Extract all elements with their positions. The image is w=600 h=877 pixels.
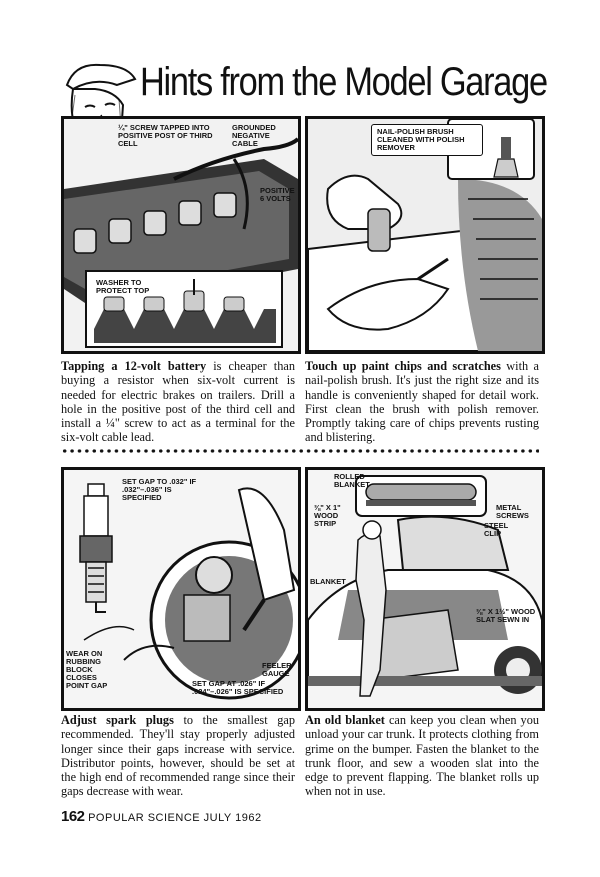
- paint-illustration-panel: [305, 116, 545, 354]
- label-wood-strip: ⅜" X 1" WOOD STRIP: [314, 503, 341, 528]
- label-steel-clip: STEEL CLIP: [484, 521, 509, 538]
- blanket-caption: [305, 713, 539, 799]
- spark-caption-lead: Adjust spark plugs: [61, 713, 174, 727]
- label-feeler-gauge: FEELER GAUGE: [262, 661, 292, 678]
- spark-plug-illustration-panel: [61, 467, 301, 711]
- page-title: Hints from the Model Garage: [140, 60, 547, 104]
- label-rolled-blanket: ROLLED BLANKET: [334, 472, 370, 489]
- paint-caption-body: with a nail-polish brush. It's just the right size and its handle is conveniently shaped for detail work. First clean the brush with polish remover. Promptly taking care of chips prevents rusting and blistering.: [305, 359, 539, 445]
- paint-caption-lead: Touch up paint chips and scratches: [305, 359, 501, 373]
- label-washer: WASHER TO PROTECT TOP: [96, 278, 150, 295]
- battery-illustration-panel: [61, 116, 301, 354]
- label-blanket: BLANKET: [310, 577, 346, 586]
- label-set-gap-026: SET GAP AT .026" IF .024"–.026" IS SPECIFIED: [192, 679, 284, 696]
- label-wood-slat: ⅜" X 1½" WOOD SLAT SEWN IN: [476, 607, 536, 624]
- page-footer: [61, 808, 262, 825]
- label-positive-volts: POSITIVE 6 VOLTS: [260, 186, 295, 203]
- label-grounded-cable: GROUNDED NEGATIVE CABLE: [232, 123, 276, 148]
- page-number: 162: [61, 808, 85, 825]
- spark-caption-body: to the smallest gap recommended. They'll stay properly adjusted longer since their gaps increase with service. Distributor points, however, should be set at the high end of recommended range since their gaps decrease with wear.: [61, 713, 295, 799]
- label-nail-polish-brush: NAIL-POLISH BRUSH CLEANED WITH POLISH REMOVER: [371, 124, 483, 156]
- label-metal-screws: METAL SCREWS: [496, 503, 529, 520]
- blanket-caption-lead: An old blanket: [305, 713, 385, 727]
- label-set-gap-032: SET GAP TO .032" IF .032"–.036" IS SPECIFIED: [122, 477, 197, 502]
- blanket-caption-body: can keep you clean when you unload your car trunk. It protects clothing from grime on the bumper. Fasten the blanket to the trunk floor, and sew a wooden slat into the edge to prevent flapping. The blanket rolls up when not in use.: [305, 713, 539, 799]
- publication-line: POPULAR SCIENCE JULY 1962: [88, 812, 262, 824]
- blanket-illustration-panel: [305, 467, 545, 711]
- dotted-divider: [61, 448, 539, 454]
- battery-caption-lead: Tapping a 12-volt battery: [61, 359, 207, 373]
- battery-drawing: [64, 119, 298, 351]
- paint-caption: [305, 359, 539, 445]
- spark-caption: [61, 713, 295, 799]
- label-screw-tapped: ¼" SCREW TAPPED INTO POSITIVE POST OF THIRD CELL: [118, 123, 213, 148]
- label-wear-rubbing-block: WEAR ON RUBBING BLOCK CLOSES POINT GAP: [66, 649, 108, 690]
- battery-caption: [61, 359, 295, 445]
- battery-caption-body: is cheaper than buying a resistor when six-volt current is needed for electric brakes on trailers. Drill a hole in the positive post of the third cell and install a ¼" screw to act as a terminal for the six-volt cable lead.: [61, 359, 295, 445]
